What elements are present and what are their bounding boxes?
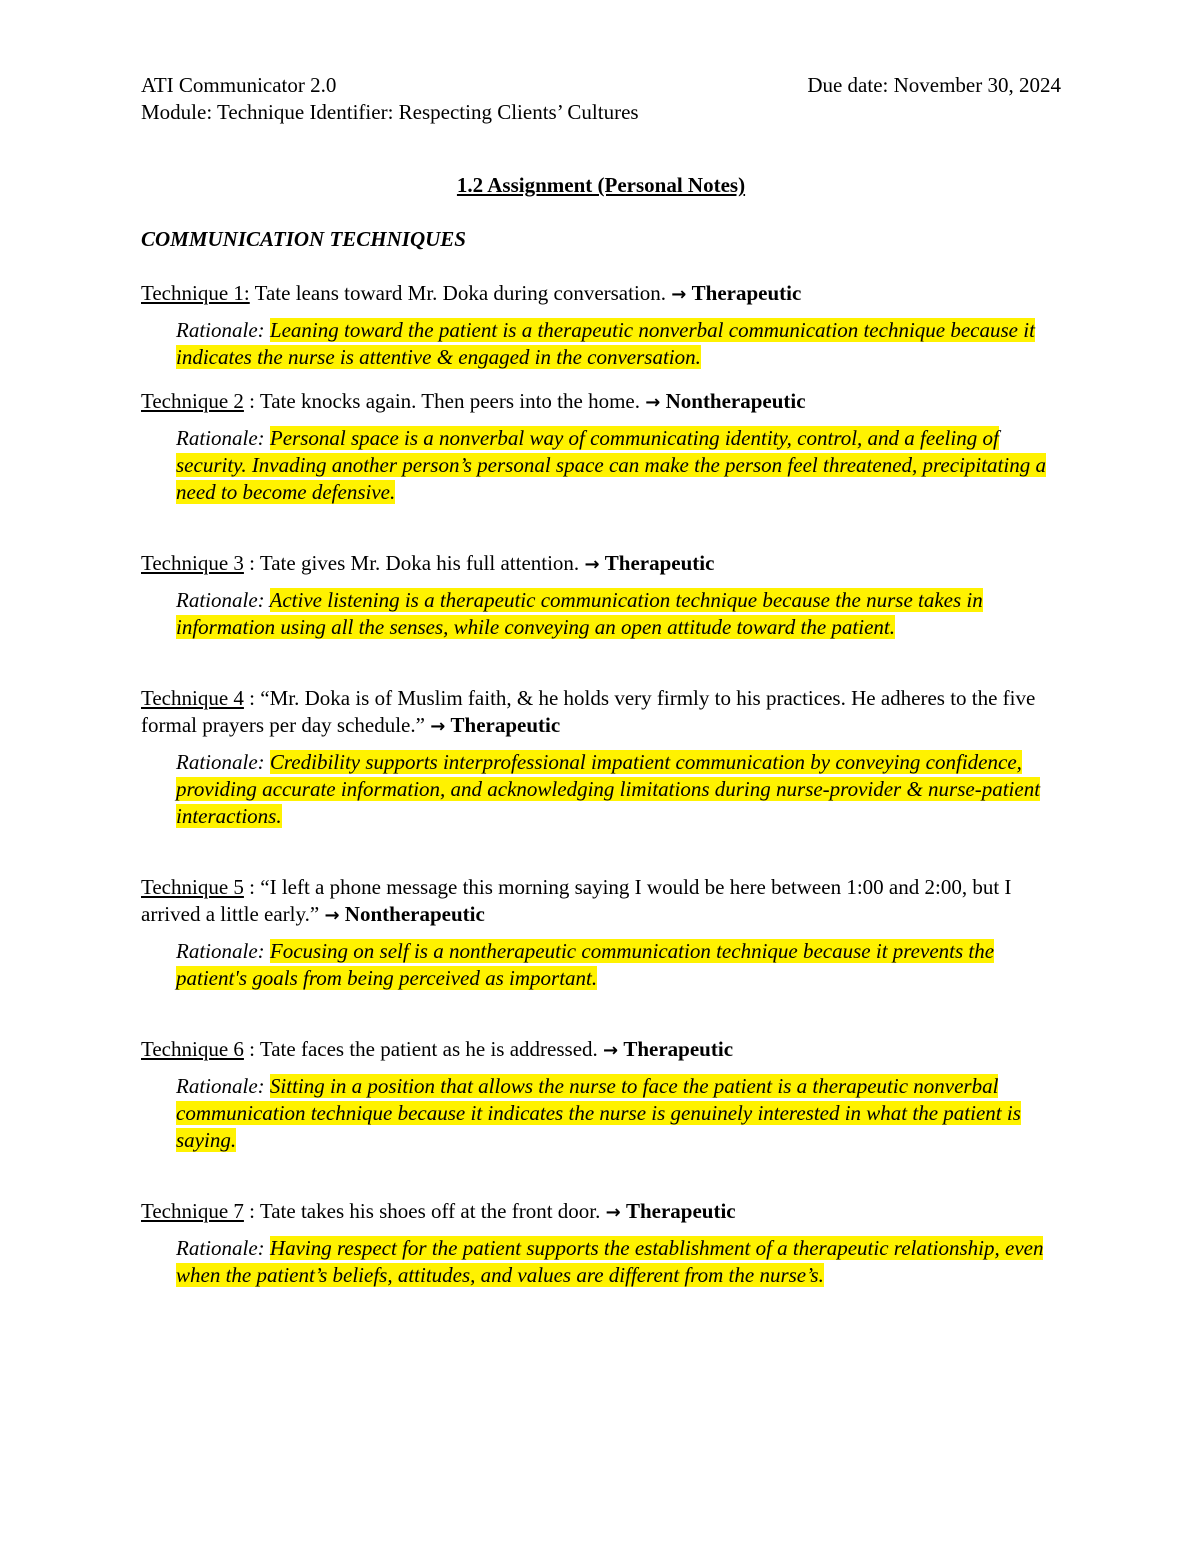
- technique-verdict: Therapeutic: [623, 1037, 734, 1061]
- technique-label: Technique 5: [141, 875, 244, 899]
- arrow-right-icon: →: [584, 554, 600, 575]
- technique-item: [141, 388, 1061, 506]
- module-name: Module: Technique Identifier: Respecting Clients’ Cultures: [141, 100, 639, 124]
- technique-description: [141, 685, 1061, 740]
- technique-text: : Tate knocks again. Then peers into the home.: [249, 389, 640, 413]
- rationale-label: Rationale:: [176, 750, 265, 774]
- technique-description: [141, 388, 1061, 416]
- rationale: [176, 1073, 1061, 1154]
- technique-description: [141, 550, 1061, 578]
- technique-description: [141, 280, 1061, 308]
- document-page: [141, 72, 1061, 1289]
- technique-text: : “I left a phone message this morning saying I would be here between 1:00 and 2:00, but I arrived a little early.”: [141, 875, 1012, 926]
- technique-description: [141, 1198, 1061, 1226]
- rationale-label: Rationale:: [176, 318, 265, 342]
- technique-text: : Tate gives Mr. Doka his full attention.: [249, 551, 580, 575]
- technique-verdict: Therapeutic: [604, 551, 715, 575]
- rationale-label: Rationale:: [176, 1236, 265, 1260]
- rationale-text: Having respect for the patient supports the establishment of a therapeutic relationship, even when the patient’s beliefs, attitudes, and values are different from the nurse’s.: [176, 1236, 1044, 1287]
- technique-text: : Tate takes his shoes off at the front door.: [249, 1199, 601, 1223]
- arrow-right-icon: →: [324, 905, 340, 926]
- rationale: [176, 587, 1061, 641]
- technique-item: [141, 550, 1061, 641]
- techniques-list: [141, 280, 1061, 1289]
- rationale-label: Rationale:: [176, 939, 265, 963]
- rationale-label: Rationale:: [176, 1074, 265, 1098]
- rationale-text: Sitting in a position that allows the nurse to face the patient is a therapeutic nonverbal communication technique because it indicates the nurse is genuinely interested in what the patient is saying.: [176, 1074, 1021, 1152]
- due-date: Due date: November 30, 2024: [807, 73, 1061, 97]
- technique-verdict: Therapeutic: [450, 713, 561, 737]
- rationale: [176, 1235, 1061, 1289]
- arrow-right-icon: →: [430, 716, 446, 737]
- document-header: [141, 72, 1061, 99]
- arrow-right-icon: →: [671, 284, 687, 305]
- rationale: [176, 938, 1061, 992]
- technique-item: [141, 874, 1061, 992]
- arrow-right-icon: →: [603, 1040, 619, 1061]
- technique-verdict: Nontherapeutic: [665, 389, 806, 413]
- document-title: 1.2 Assignment (Personal Notes): [456, 173, 746, 197]
- technique-label: Technique 4: [141, 686, 244, 710]
- rationale-text: Credibility supports interprofessional impatient communication by conveying confidence, providing accurate information, and acknowledging limitations during nurse-provider & nurse-patient interactions.: [176, 750, 1041, 828]
- rationale-label: Rationale:: [176, 426, 265, 450]
- rationale: [176, 317, 1061, 371]
- technique-description: [141, 1036, 1061, 1064]
- rationale-label: Rationale:: [176, 588, 265, 612]
- technique-verdict: Therapeutic: [625, 1199, 736, 1223]
- rationale-text: Focusing on self is a nontherapeutic communication technique because it prevents the patient's goals from being perceived as important.: [176, 939, 995, 990]
- technique-label: Technique 2: [141, 389, 244, 413]
- rationale-text: Personal space is a nonverbal way of communicating identity, control, and a feeling of security. Invading another person’s personal space can make the person feel threatened, precipitating a need to become defensive.: [176, 426, 1046, 504]
- course-name: ATI Communicator 2.0: [141, 73, 337, 97]
- technique-label: Technique 7: [141, 1199, 244, 1223]
- section-heading: COMMUNICATION TECHNIQUES: [141, 227, 466, 251]
- technique-verdict: Therapeutic: [691, 281, 802, 305]
- technique-text: : Tate faces the patient as he is addressed.: [249, 1037, 598, 1061]
- arrow-right-icon: →: [645, 392, 661, 413]
- technique-text: Tate leans toward Mr. Doka during conversation.: [254, 281, 667, 305]
- rationale-text: Leaning toward the patient is a therapeutic nonverbal communication technique because it indicates the nurse is attentive & engaged in the conversation.: [176, 318, 1035, 369]
- technique-label: Technique 3: [141, 551, 244, 575]
- technique-item: [141, 280, 1061, 371]
- rationale: [176, 425, 1061, 506]
- technique-item: [141, 1036, 1061, 1154]
- technique-item: [141, 685, 1061, 830]
- technique-description: [141, 874, 1061, 929]
- arrow-right-icon: →: [605, 1202, 621, 1223]
- technique-label: Technique 1:: [141, 281, 250, 305]
- rationale: [176, 749, 1061, 830]
- technique-item: [141, 1198, 1061, 1289]
- technique-text: : “Mr. Doka is of Muslim faith, & he holds very firmly to his practices. He adheres to the five formal prayers per day schedule.”: [141, 686, 1036, 737]
- technique-verdict: Nontherapeutic: [344, 902, 485, 926]
- rationale-text: Active listening is a therapeutic communication technique because the nurse takes in information using all the senses, while conveying an open attitude toward the patient.: [176, 588, 983, 639]
- technique-label: Technique 6: [141, 1037, 244, 1061]
